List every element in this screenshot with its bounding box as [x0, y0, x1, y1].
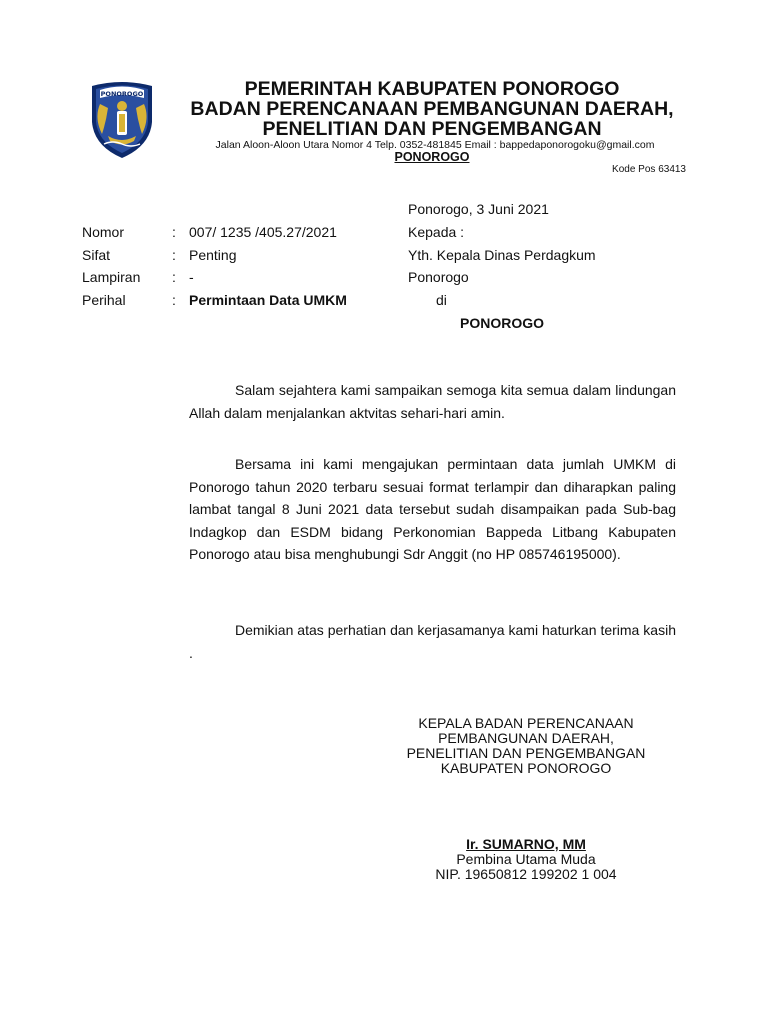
- field-label-perihal: Perihal: [82, 292, 126, 308]
- logo-banner-text: PONOROGO: [100, 90, 144, 98]
- letterhead-postal-code: Kode Pos 63413: [612, 164, 686, 175]
- letterhead-address: Jalan Aloon-Aloon Utara Nomor 4 Telp. 0352-481845 Email : bappedaponorogoku@gmail.com: [215, 139, 655, 151]
- field-label-nomor: Nomor: [82, 224, 125, 240]
- field-label-sifat: Sifat: [82, 247, 111, 263]
- recipient-city: Ponorogo: [408, 269, 469, 285]
- recipient-destination: PONOROGO: [460, 315, 545, 331]
- letterhead-agency-name-line2: PENELITIAN DAN PENGEMBANGAN: [262, 118, 602, 140]
- field-colon: :: [172, 269, 176, 285]
- body-paragraph-greeting: Salam sejahtera kami sampaikan semoga kita semua dalam lindungan Allah dalam menjalankan aktvitas sehari-hari amin.: [189, 382, 676, 421]
- letterhead-government-name: PEMERINTAH KABUPATEN PONOROGO: [244, 78, 620, 100]
- ponorogo-crest-logo-icon: [86, 78, 158, 160]
- body-paragraph-request: Bersama ini kami mengajukan permintaan data jumlah UMKM di Ponorogo tahun 2020 terbaru sesuai format terlampir dan diharapkan paling lambat tangal 8 Juni 2021 data tersebut sudah disampaikan pada Sub-bag Indagkop dan ESDM bidang Perkonomian Bappeda Litbang Kabupaten Ponorogo atau bisa menghubungi Sdr Anggit (no HP 085746195000).: [189, 456, 676, 562]
- field-value-perihal: Permintaan Data UMKM: [189, 292, 347, 308]
- signature-title-line2: PEMBANGUNAN DAERAH,: [438, 730, 614, 746]
- letterhead-city-text: PONOROGO: [394, 150, 470, 164]
- signatory-rank: Pembina Utama Muda: [456, 851, 596, 867]
- field-colon: :: [172, 247, 176, 263]
- letterhead-agency-name-line1: BADAN PERENCANAAN PEMBANGUNAN DAERAH,: [190, 98, 674, 120]
- letter-date: Ponorogo, 3 Juni 2021: [408, 201, 549, 217]
- signature-title-line3: PENELITIAN DAN PENGEMBANGAN: [406, 745, 646, 761]
- recipient-kepada: Kepada :: [408, 224, 465, 240]
- recipient-di: di: [436, 292, 447, 308]
- field-label-lampiran: Lampiran: [82, 269, 141, 285]
- recipient-name: Yth. Kepala Dinas Perdagkum: [408, 247, 596, 263]
- letterhead-city: [172, 150, 692, 164]
- signatory-nip: NIP. 19650812 199202 1 004: [435, 866, 617, 882]
- signatory-name: Ir. SUMARNO, MM: [466, 836, 586, 852]
- signature-title-line4: KABUPATEN PONOROGO: [440, 760, 612, 776]
- field-value-nomor: 007/ 1235 /405.27/2021: [189, 224, 337, 240]
- field-colon: :: [172, 224, 176, 240]
- field-value-sifat: Penting: [189, 247, 237, 263]
- field-value-lampiran: -: [189, 269, 194, 285]
- field-colon: :: [172, 292, 176, 308]
- body-paragraph-closing: Demikian atas perhatian dan kerjasamanya kami haturkan terima kasih .: [189, 622, 676, 661]
- signature-title-line1: KEPALA BADAN PERENCANAAN: [418, 715, 634, 731]
